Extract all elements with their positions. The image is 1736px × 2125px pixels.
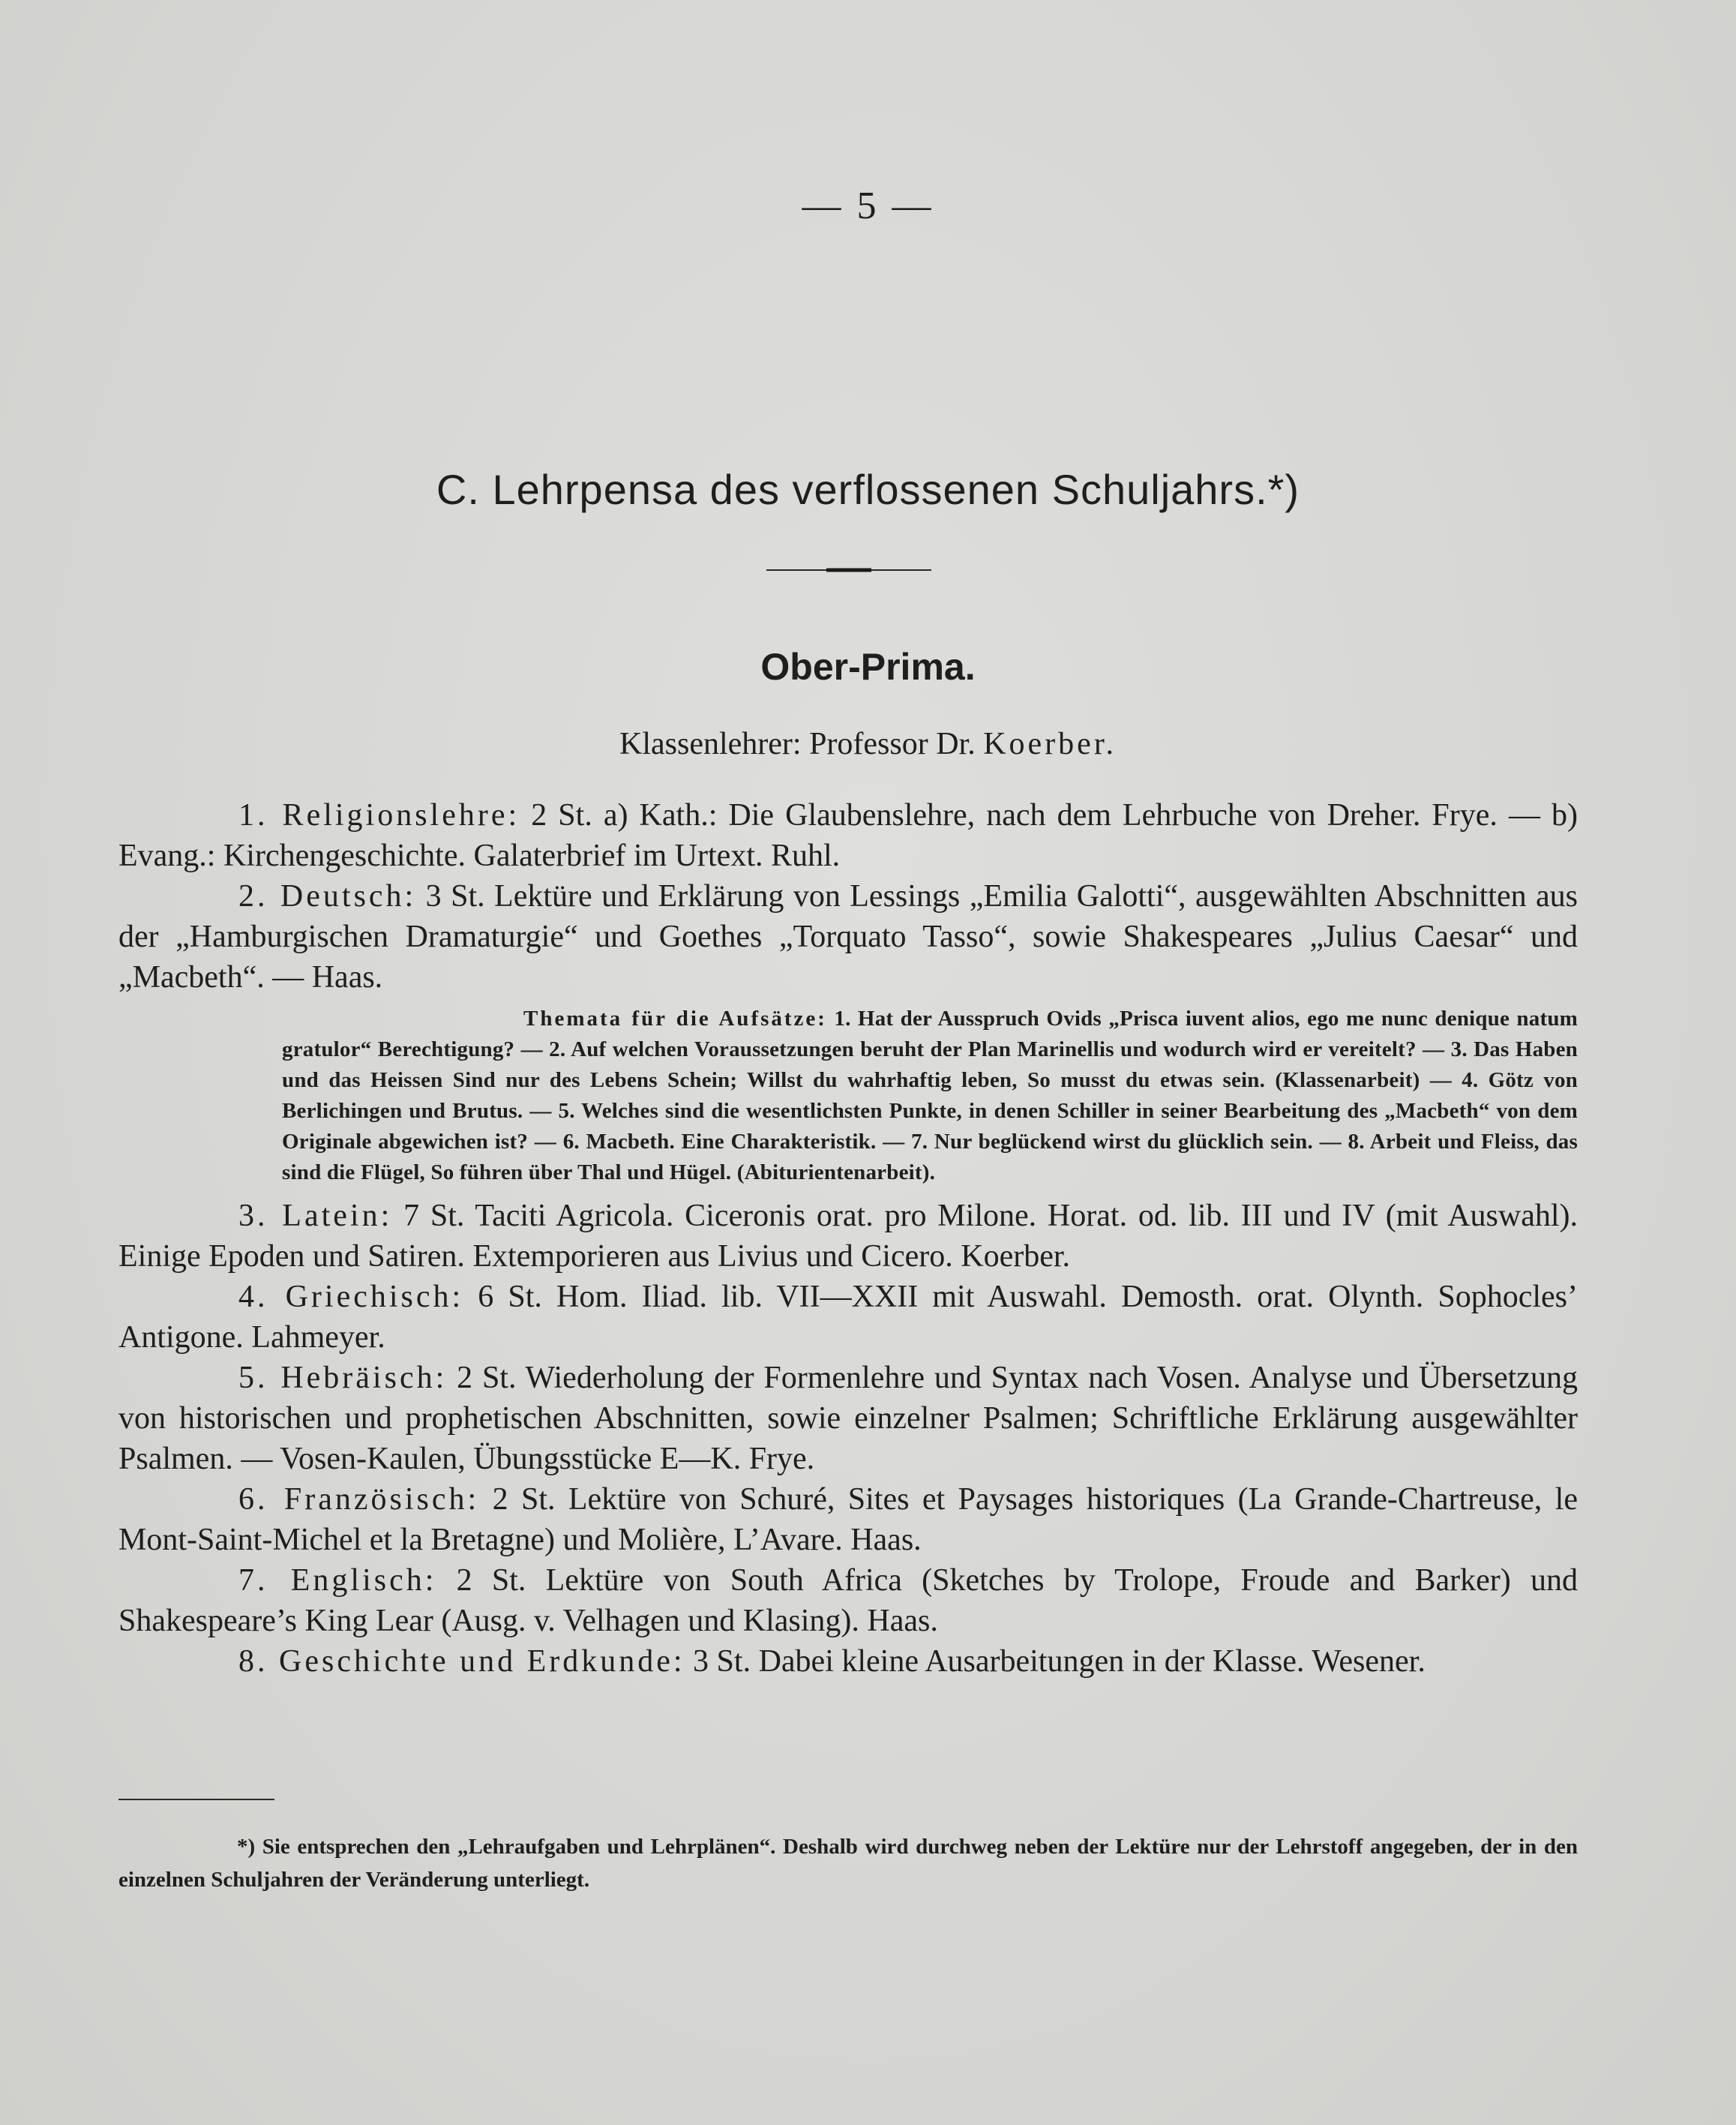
subject-religion [118,795,1578,876]
subject-heading: 3. Latein: [238,1199,393,1233]
footnote: *) Sie entsprechen den „Lehraufgaben und Lehrplänen“. Deshalb wird durchweg neben der Lektüre nur der Lehrstoff angegeben, der in den einzelnen Schuljahren der Veränderung unterliegt. [118,1835,1578,1892]
subject-text: 2 St. Wiederholung der Formenlehre und Syntax nach Vosen. Analyse und Übersetzung von historischen und prophetischen Abschnitten, sowie einzelner Psalmen; Schriftliche Erklärung ausgewählter Psalmen. — Vosen-Kaulen, Übungsstücke E—K. Frye. [118,1361,1578,1476]
subject-text: 6 St. Hom. Iliad. lib. VII—XXII mit Auswahl. Demosth. orat. Olynth. Sophocles’ Antigone. Lahmeyer. [118,1280,1579,1355]
subject-text: 3 St. Lektüre und Erklärung von Lessings „Emilia Galotti“, ausgewählten Abschnitten aus der „Hamburgischen Dramaturgie“ und Goethes „Torquato Tasso“, sowie Shakespeares „Julius Caesar“ und „Macbeth“. — Haas. [118,879,1579,995]
subject-heading: 4. Griechisch: [238,1280,464,1314]
title-ornament-divider [766,567,931,573]
subject-text: 3 St. Dabei kleine Ausarbeitungen in der Klasse. Wesener. [693,1644,1426,1679]
class-title: Ober-Prima. [760,646,976,688]
essay-themes-text: 1. Hat der Ausspruch Ovids „Prisca iuvent alios, ego me nunc denique natum gratulor“ Berechtigung? — 2. Auf welchen Voraussetzungen beruht der Plan Marinellis und wodurch wird er vereitelt? — 3. Das Haben und das Heissen Sind nur des Lebens Schein; Willst du wahrhaftig leben, So musst du etwas sein. (Klassenarbeit) — 4. Götz von Berlichingen und Brutus. — 5. Welches sind die wesentlichsten Punkte, in denen Schiller in seiner Bearbeitung des „Macbeth“ von dem Originale abgewichen ist? — 6. Macbeth. Eine Charakteristik. — 7. Nur beglückend wirst du glücklich sein. — 8. Arbeit und Fleiss, das sind die Flügel, So führen über Thal und Hügel. (Abiturientenarbeit). [282,1007,1579,1184]
section-title: C. Lehrpensa des verflossenen Schuljahrs.*) [436,466,1300,513]
subject-text: 2 St. Lektüre von South Africa (Sketches by Trolope, Froude and Barker) und Shakespeare’s King Lear (Ausg. v. Velhagen und Klasing). Haas. [118,1563,1578,1638]
class-teacher-label: Klassenlehrer: Professor Dr. [619,727,976,761]
subject-text: 7 St. Taciti Agricola. Ciceronis orat. pro Milone. Horat. od. lib. III und IV (mit Auswahl). Einige Epoden und Satiren. Extemporieren aus Livius und Cicero. Koerber. [118,1199,1578,1274]
lesson-plan-content [118,795,1578,1682]
subject-heading: 6. Französisch: [238,1482,480,1517]
subject-heading: 5. Hebräisch: [238,1361,448,1395]
essay-themes [282,1004,1578,1188]
subject-heading: 8. Geschichte und Erdkunde: [238,1644,685,1679]
subject-text: 2 St. Lektüre von Schuré, Sites et Paysages historiques (La Grande-Chartreuse, le Mont-Saint-Michel et la Bretagne) und Molière, L’Avare. Haas. [118,1482,1578,1557]
footnote-rule [118,1799,274,1800]
subject-text: 2 St. a) Kath.: Die Glaubenslehre, nach dem Lehrbuche von Dreher. Frye. — b) Evang.: Kirchengeschichte. Galaterbrief im Urtext. Ruhl. [118,798,1579,873]
page-number: — 5 — [802,185,934,227]
subject-heading: 1. Religionslehre: [238,798,520,833]
subject-history-geography [118,1641,1578,1682]
subject-latin [118,1196,1578,1277]
subject-heading: 2. Deutsch: [238,879,417,914]
subject-german [118,876,1578,998]
subject-heading: 7. Englisch: [238,1563,437,1598]
class-teacher-name: Koerber. [983,727,1117,761]
subject-greek [118,1277,1578,1358]
subject-hebrew [118,1358,1578,1479]
subject-english [118,1560,1578,1641]
subject-french [118,1479,1578,1560]
essay-themes-label: Themata für die Aufsätze: [523,1007,827,1031]
class-teacher-line [0,726,1736,762]
